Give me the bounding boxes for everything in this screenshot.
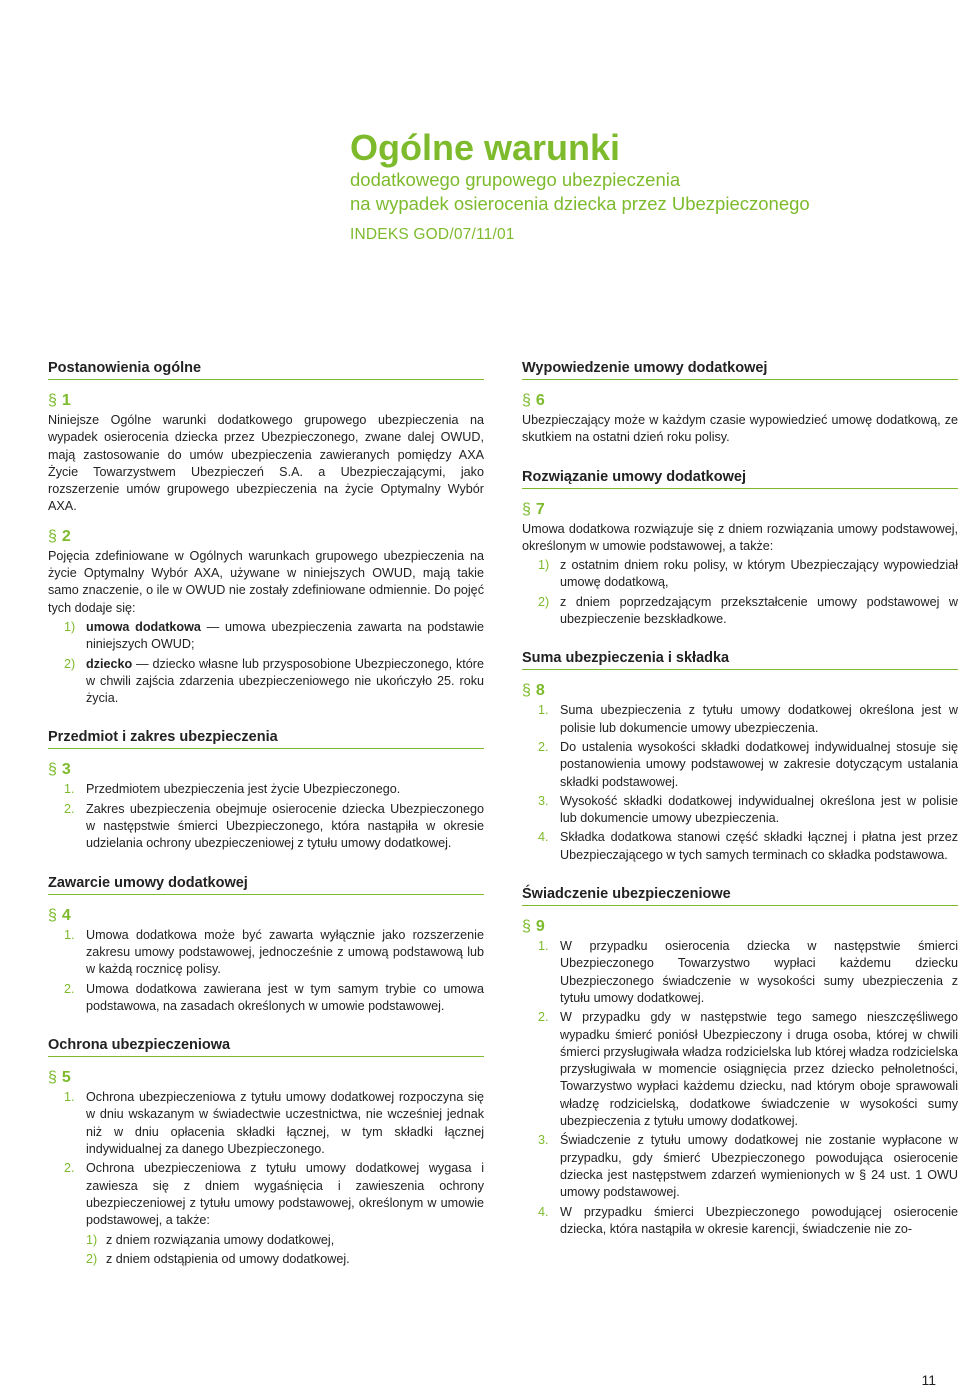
- list-item: [48, 781, 484, 798]
- definition-term: umowa dodatkowa: [86, 619, 201, 634]
- paragraph-symbol: §: [48, 906, 58, 924]
- section-heading: Rozwiązanie umowy dodatkowej: [522, 469, 958, 489]
- list-item: [48, 981, 484, 1016]
- list-item: [522, 739, 958, 791]
- paragraph-number: [48, 528, 484, 546]
- list-item-text: Ochrona ubezpieczeniowa z tytułu umowy dodatkowej rozpoczyna się w dniu wskazanym w świadectwie uczestnictwa, nie wcześniej jednak niż w dniu opłacenia składki łącznej, w tym składki łącznej indywidualnej za danego Ubezpieczonego.: [86, 1090, 484, 1157]
- list-item-text: Ochrona ubezpieczeniowa z tytułu umowy dodatkowej wygasa i zawiesza się z dniem wygaśnięcia i zawieszenia ochrony ubezpieczeniowej z tytułu umowy podstawowej, określonym w umowie podstawowej, a także:: [86, 1161, 484, 1228]
- list-item-text: Umowa dodatkowa może być zawarta wyłącznie jako rozszerzenie zakresu umowy podstawowej, jednocześnie z umową podstawową lub w każdą rocznicę polisy.: [86, 927, 484, 977]
- paragraph-number: [522, 918, 958, 936]
- paragraph-number-value: 7: [535, 500, 546, 518]
- list-item-number: 1): [538, 558, 550, 573]
- list-item: [522, 557, 958, 592]
- section-insurance-benefit: [522, 886, 958, 1238]
- list-item-text: z dniem poprzedzającym przekształcenie umowy podstawowej w ubezpieczenie bezskładkowe.: [560, 594, 958, 627]
- list-item: [522, 702, 958, 737]
- section-protection: [48, 1037, 484, 1268]
- definition-list: [48, 619, 484, 707]
- section-sum-insured-premium: [522, 650, 958, 864]
- paragraph-number-value: 3: [61, 761, 72, 779]
- section-heading: Postanowienia ogólne: [48, 360, 484, 380]
- list-item-number: 3.: [538, 1133, 549, 1148]
- list-item-number: 1.: [538, 703, 549, 718]
- sub-list-item-text: z dniem odstąpienia od umowy dodatkowej.: [106, 1251, 350, 1266]
- list-item-number: 2.: [64, 1161, 75, 1176]
- sub-list-item-text: z dniem rozwiązania umowy dodatkowej,: [106, 1232, 335, 1247]
- list-item: [522, 594, 958, 629]
- list-item-number: 2.: [64, 981, 75, 996]
- list-item: [522, 1132, 958, 1201]
- list-item-text: Przedmiotem ubezpieczenia jest życie Ubezpieczonego.: [86, 782, 401, 797]
- document-subtitle-line1: dodatkowego grupowego ubezpieczenia: [350, 169, 681, 190]
- paragraph-number: [48, 1069, 484, 1087]
- left-column: [48, 360, 484, 1290]
- section-conclusion: [48, 875, 484, 1015]
- list-item-text: Do ustalenia wysokości składki dodatkowej indywidualnej stosuje się postanowienia umowy podstawowej w zakresie dotyczącym ustalania składki podstawowej.: [560, 739, 958, 789]
- section-heading: Przedmiot i zakres ubezpieczenia: [48, 729, 484, 749]
- section-heading: Zawarcie umowy dodatkowej: [48, 875, 484, 895]
- list-item-text: z ostatnim dniem roku polisy, w którym Ubezpieczający wypowiedział umowę dodatkową,: [560, 558, 958, 590]
- list-item: [522, 829, 958, 864]
- definition-term: dziecko: [86, 656, 133, 671]
- sub-list-item-number: 2): [86, 1251, 98, 1266]
- document-header: [350, 128, 950, 244]
- paragraph-symbol: §: [522, 682, 532, 700]
- section-heading: Świadczenie ubezpieczeniowe: [522, 886, 958, 906]
- list-item-number: 1.: [538, 939, 549, 954]
- list-item: [48, 927, 484, 979]
- paragraph-number-value: 4: [61, 906, 72, 924]
- list-item: [522, 793, 958, 828]
- paragraph-symbol: §: [48, 761, 58, 779]
- numbered-list: [522, 702, 958, 864]
- section-subject-scope: [48, 729, 484, 852]
- list-item: [48, 656, 484, 708]
- list-item-number: 4.: [538, 830, 549, 845]
- paragraph-symbol: §: [522, 918, 532, 936]
- page-number: 11: [921, 1372, 936, 1388]
- list-item: [48, 1089, 484, 1158]
- list-item-number: 2.: [64, 801, 75, 816]
- list-item-number: 2.: [538, 1010, 549, 1025]
- paragraph-number-value: 6: [535, 392, 546, 409]
- list-item-text: Świadczenie z tytułu umowy dodatkowej nie zostanie wypłacone w przypadku, gdy śmierć Ubezpieczonego powodująca osierocenie dziecka jest następstwem zdarzeń wymienionych w § 24 ust. 1 OWU umowy podstawowej.: [560, 1133, 958, 1200]
- list-item-text: W przypadku osierocenia dziecka w następstwie śmierci Ubezpieczonego Towarzystwo wypłaci każdemu dziecku Ubezpieczonego świadczenie w wysokości sumy ubezpieczenia z tytułu umowy dodatkowej.: [560, 939, 958, 1005]
- paragraph-symbol: §: [48, 1069, 58, 1087]
- paragraph-symbol: §: [522, 392, 532, 409]
- paragraph-number-value: 2: [61, 527, 72, 545]
- definition-text: — dziecko własne lub przysposobione Ubezpieczonego, które w chwili zajścia zdarzenia ubezpieczeniowego nie ukończyło 25. roku życia.: [86, 656, 484, 706]
- list-item: [522, 1204, 958, 1239]
- list-item-text: Zakres ubezpieczenia obejmuje osierocenie dziecka Ubezpieczonego w następstwie śmierci Ubezpieczonego, która nastąpiła w okresie udzielania ochrony ubezpieczeniowej z tytułu umowy dodatkowej.: [86, 801, 484, 851]
- numbered-list: [522, 557, 958, 628]
- list-item-number: 1): [64, 619, 76, 634]
- document-index: INDEKS GOD/07/11/01: [350, 226, 515, 243]
- document-title: Ogólne warunki: [350, 127, 621, 168]
- paragraph-number-value: 8: [535, 682, 546, 700]
- sub-list-item-number: 1): [86, 1232, 98, 1247]
- list-item-number: 2.: [538, 739, 549, 754]
- sub-list: [86, 1232, 484, 1269]
- paragraph-symbol: §: [522, 500, 532, 518]
- paragraph-number-value: 5: [61, 1069, 72, 1087]
- paragraph-number: [48, 907, 484, 925]
- numbered-list: [522, 938, 958, 1238]
- list-item: [522, 938, 958, 1007]
- section-heading: Ochrona ubezpieczeniowa: [48, 1037, 484, 1057]
- section-heading: Wypowiedzenie umowy dodatkowej: [522, 360, 958, 380]
- paragraph-symbol: §: [48, 392, 58, 409]
- paragraph-text: Ubezpieczający może w każdym czasie wypowiedzieć umowę dodatkową, ze skutkiem na ostatni dzień roku polisy.: [522, 413, 958, 445]
- list-item: [522, 1009, 958, 1130]
- paragraph-symbol: §: [48, 527, 58, 545]
- numbered-list: [48, 927, 484, 1015]
- definition-text: — umowa ubezpieczenia zawarta na podstawie niniejszych OWUD;: [86, 619, 484, 652]
- section-heading: Suma ubezpieczenia i składka: [522, 650, 958, 670]
- list-item-text: Suma ubezpieczenia z tytułu umowy dodatkowej określona jest w polisie lub dokumencie umowy ubezpieczenia.: [560, 703, 958, 735]
- paragraph-text: Niniejsze Ogólne warunki dodatkowego grupowego ubezpieczenia na wypadek osierocenia dziecka przez Ubezpieczonego, zwane dalej OWUD, mają zastosowanie do umów ubezpieczenia zawieranych pomiędzy AXA Życie Towarzystwem Ubezpieczeń S.A. a Ubezpieczającymi, jako rozszerzenie umów grupowego ubezpieczenia na życie Optymalny Wybór AXA.: [48, 413, 484, 514]
- paragraph-text: Umowa dodatkowa rozwiązuje się z dniem rozwiązania umowy podstawowej, określonym w umowie podstawowej, a także:: [522, 521, 958, 553]
- section-general-provisions: [48, 360, 484, 707]
- list-item: [48, 619, 484, 654]
- section-termination-notice: [522, 360, 958, 447]
- list-item-text: Umowa dodatkowa zawierana jest w tym samym trybie co umowa podstawowa, na zasadach określonych w umowie podstawowej.: [86, 981, 484, 1013]
- list-item: [48, 1160, 484, 1268]
- sub-list-item: [86, 1251, 484, 1268]
- list-item-number: 2): [64, 656, 76, 671]
- list-item-number: 2): [538, 594, 550, 609]
- list-item-text: Wysokość składki dodatkowej indywidualnej określona jest w polisie lub dokumencie umowy ubezpieczenia.: [560, 793, 958, 826]
- list-item-text: W przypadku śmierci Ubezpieczonego powodującej osierocenie dziecka, która nastąpiła w okresie karencji, świadczenie nie zo-: [560, 1204, 958, 1236]
- list-item-text: Składka dodatkowa stanowi część składki łącznej i płatna jest przez Ubezpieczającego w tych samych terminach co składka podstawowa.: [560, 830, 958, 862]
- list-item-text: W przypadku gdy w następstwie tego samego nieszczęśliwego wypadku śmierć poniósł Ubezpieczony i druga osoba, której w chwili śmierci przysługiwała władza rodzicielska lub której władza rodzicielska przysługiwała w momencie osiągnięcia przez dziecko pełnoletności, Towarzystwo wypłaci każdemu dziecku, nad którym oboje sprawowali władzę rodzicielską, dodatkowe świadczenie w wysokości sumy ubezpieczenia z tytułu umowy dodatkowej.: [560, 1010, 958, 1129]
- list-item-number: 1.: [64, 782, 75, 797]
- paragraph-number-value: 1: [61, 392, 72, 409]
- list-item-number: 1.: [64, 927, 75, 942]
- list-item: [48, 801, 484, 853]
- numbered-list: [48, 781, 484, 852]
- numbered-list: [48, 1089, 484, 1268]
- paragraph-number: [522, 501, 958, 519]
- section-dissolution: [522, 469, 958, 629]
- paragraph-number-value: 9: [535, 918, 546, 936]
- paragraph-number: [48, 392, 484, 410]
- document-subtitle-line2: na wypadek osierocenia dziecka przez Ubezpieczonego: [350, 193, 810, 214]
- paragraph-number: [48, 761, 484, 779]
- paragraph-number: [522, 392, 958, 410]
- paragraph-number: [522, 682, 958, 700]
- list-item-number: 3.: [538, 793, 549, 808]
- paragraph-text: Pojęcia zdefiniowane w Ogólnych warunkach grupowego ubezpieczenia na życie Optymalny Wybór AXA, używane w niniejszych OWUD, mają takie samo znaczenie, o ile w OWUD nie zostały zdefiniowane odmiennie. Do pojęć tych dodaje się:: [48, 548, 484, 615]
- list-item-number: 1.: [64, 1090, 75, 1105]
- list-item-number: 4.: [538, 1204, 549, 1219]
- right-column: [522, 360, 958, 1260]
- sub-list-item: [86, 1232, 484, 1249]
